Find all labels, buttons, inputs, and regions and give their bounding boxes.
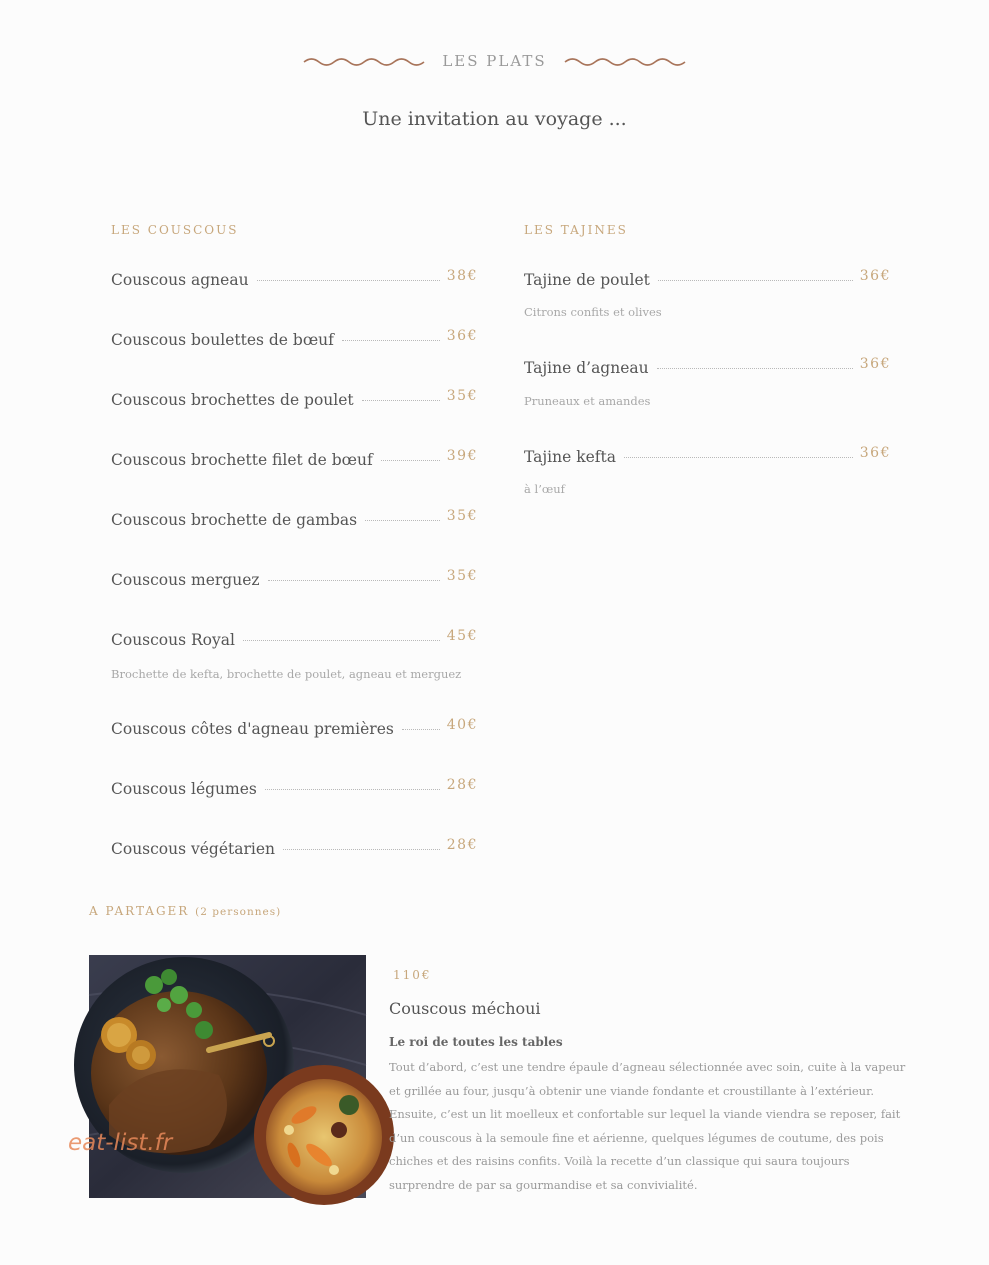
dotted-leader (283, 849, 440, 850)
menu-item-tajine-kefta (524, 443, 891, 467)
menu-item-name: Tajine d’agneau (524, 359, 649, 377)
menu-item-couscous-agneau (111, 266, 478, 290)
menu-item-name: Couscous végétarien (111, 840, 276, 858)
dotted-leader (402, 729, 440, 730)
menu-item-tajine-agneau (524, 354, 891, 378)
menu-item-name: Couscous agneau (111, 271, 249, 289)
menu-item-name: Tajine kefta (524, 448, 616, 466)
menu-item-name: Couscous côtes d'agneau premières (111, 720, 394, 738)
menu-item-description: Citrons confits et olives (524, 305, 662, 319)
menu-item-couscous-brochettes-poulet (111, 386, 478, 410)
menu-item-price: 28€ (446, 837, 478, 853)
menu-item-couscous-merguez (111, 566, 478, 590)
dotted-leader (342, 340, 440, 341)
dotted-leader (365, 520, 440, 521)
tajines-heading: LES TAJINES (524, 223, 628, 237)
menu-item-price: 36€ (446, 328, 478, 344)
page-title: LES PLATS (442, 51, 547, 70)
wave-ornament-right-icon (564, 55, 686, 67)
menu-item-price: 35€ (446, 508, 478, 524)
dish-photo (68, 955, 366, 1198)
menu-item-name: Couscous merguez (111, 571, 260, 589)
dotted-leader (381, 460, 440, 461)
menu-item-price: 36€ (859, 445, 891, 461)
menu-item-price: 40€ (446, 717, 478, 733)
menu-item-price: 35€ (446, 388, 478, 404)
menu-item-name: Couscous brochettes de poulet (111, 391, 354, 409)
menu-item-price: 36€ (859, 268, 891, 284)
menu-item-couscous-royal (111, 626, 478, 650)
dotted-leader (362, 400, 440, 401)
menu-item-name: Couscous brochette filet de bœuf (111, 451, 373, 469)
menu-item-price: 36€ (859, 356, 891, 372)
menu-item-couscous-gambas (111, 506, 478, 530)
dotted-leader (624, 457, 853, 458)
page-subtitle: Une invitation au voyage ... (362, 108, 627, 130)
menu-item-description: Pruneaux et amandes (524, 394, 651, 408)
sharing-heading-label: A PARTAGER (89, 904, 190, 918)
couscous-heading: LES COUSCOUS (111, 223, 239, 237)
dotted-leader (265, 789, 440, 790)
menu-item-name: Couscous légumes (111, 780, 257, 798)
menu-item-couscous-filet-boeuf (111, 446, 478, 470)
dotted-leader (657, 368, 853, 369)
menu-item-couscous-cotes-agneau (111, 715, 478, 739)
menu-item-name: Couscous boulettes de bœuf (111, 331, 334, 349)
wave-ornament-left-icon (303, 55, 425, 67)
featured-description: Tout d’abord, c’est une tendre épaule d’agneau sélectionnée avec soin, cuite à la vapeur et grillée au four, jusqu’à obtenir une viande fondante et croustillante à l’extérieur. Ensuite, c’est un lit moelleux et confortable sur lequel la viande viendra se reposer, fait d’un couscous à la semoule fine et aérienne, quelques légumes de coutume, des pois chiches et des raisins confits. Voilà la recette d’un classique qui saura toujours surprendre de par sa gourmandise et sa convivialité. (389, 1060, 906, 1192)
dotted-leader (268, 580, 440, 581)
sharing-heading (89, 904, 281, 918)
menu-item-tajine-poulet (524, 266, 891, 290)
featured-tagline: Le roi de toutes les tables (389, 1035, 563, 1049)
menu-item-couscous-vegetarien (111, 835, 478, 859)
dotted-leader (257, 280, 440, 281)
menu-item-couscous-legumes (111, 775, 478, 799)
menu-item-name: Couscous brochette de gambas (111, 511, 358, 529)
menu-item-price: 39€ (446, 448, 478, 464)
sharing-heading-note: (2 personnes) (195, 906, 282, 918)
menu-item-name: Couscous Royal (111, 631, 235, 649)
menu-item-couscous-boulettes (111, 326, 478, 350)
menu-item-price: 28€ (446, 777, 478, 793)
dotted-leader (658, 280, 853, 281)
featured-price: 110€ (393, 968, 432, 982)
menu-item-description: Brochette de kefta, brochette de poulet, agneau et merguez (111, 667, 462, 681)
dish-photo-illustration (68, 955, 366, 1198)
menu-item-description: à l’œuf (524, 482, 565, 496)
menu-item-price: 38€ (446, 268, 478, 284)
menu-item-name: Tajine de poulet (524, 271, 650, 289)
section-title (0, 50, 989, 70)
dotted-leader (243, 640, 440, 641)
watermark: eat-list.fr (68, 1130, 173, 1156)
featured-dish-name: Couscous méchoui (389, 999, 541, 1018)
menu-item-price: 45€ (446, 628, 478, 644)
menu-item-price: 35€ (446, 568, 478, 584)
